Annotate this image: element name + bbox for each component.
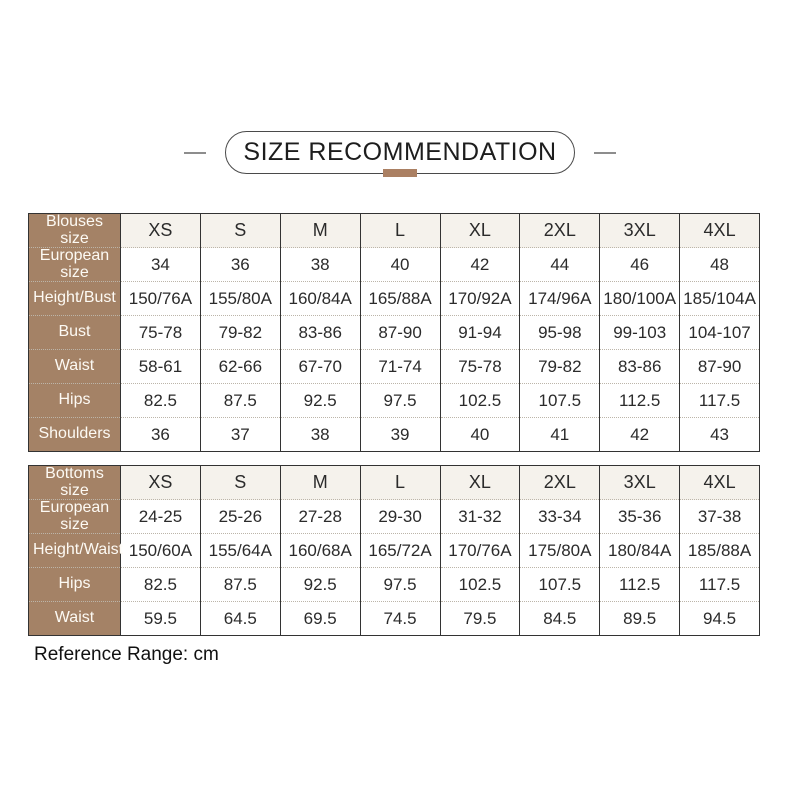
data-cell: 48 [680, 248, 760, 282]
data-cell: 75-78 [440, 350, 520, 384]
data-cell: 91-94 [440, 316, 520, 350]
data-cell: 87.5 [200, 384, 280, 418]
size-header-cell: XL [440, 214, 520, 248]
data-cell: 41 [520, 418, 600, 452]
row-label-cell: Height/Bust [29, 282, 121, 316]
row-label-cell: European size [29, 248, 121, 282]
row-label-cell: Height/Waist [29, 534, 121, 568]
data-cell: 185/104A [680, 282, 760, 316]
row-label-cell: Hips [29, 568, 121, 602]
data-cell: 175/80A [520, 534, 600, 568]
data-cell: 31-32 [440, 500, 520, 534]
data-cell: 150/76A [121, 282, 201, 316]
table-row [29, 418, 760, 452]
size-header-cell: 4XL [680, 214, 760, 248]
size-header-cell: L [360, 466, 440, 500]
row-label-cell: Blouses size [29, 214, 121, 248]
size-header-cell: XS [121, 466, 201, 500]
data-cell: 99-103 [600, 316, 680, 350]
row-label-cell: Bust [29, 316, 121, 350]
table-row [29, 384, 760, 418]
data-cell: 165/72A [360, 534, 440, 568]
table-row [29, 466, 760, 500]
data-cell: 44 [520, 248, 600, 282]
data-cell: 82.5 [121, 384, 201, 418]
data-cell: 69.5 [280, 602, 360, 636]
row-label-cell: Hips [29, 384, 121, 418]
data-cell: 180/84A [600, 534, 680, 568]
data-cell: 185/88A [680, 534, 760, 568]
table-row [29, 350, 760, 384]
size-header-cell: M [280, 214, 360, 248]
blouses-table-body [29, 214, 760, 452]
data-cell: 84.5 [520, 602, 600, 636]
data-cell: 94.5 [680, 602, 760, 636]
data-cell: 35-36 [600, 500, 680, 534]
data-cell: 79-82 [520, 350, 600, 384]
row-label-cell: Bottoms size [29, 466, 121, 500]
data-cell: 97.5 [360, 384, 440, 418]
data-cell: 117.5 [680, 568, 760, 602]
table-row [29, 602, 760, 636]
data-cell: 87.5 [200, 568, 280, 602]
table-row [29, 534, 760, 568]
bottoms-size-table [28, 465, 760, 636]
data-cell: 40 [360, 248, 440, 282]
data-cell: 82.5 [121, 568, 201, 602]
data-cell: 160/68A [280, 534, 360, 568]
title-side-dash-left [184, 152, 206, 154]
data-cell: 155/80A [200, 282, 280, 316]
data-cell: 74.5 [360, 602, 440, 636]
data-cell: 39 [360, 418, 440, 452]
data-cell: 42 [440, 248, 520, 282]
table-row [29, 568, 760, 602]
size-header-cell: S [200, 466, 280, 500]
size-header-cell: M [280, 466, 360, 500]
data-cell: 37-38 [680, 500, 760, 534]
data-cell: 34 [121, 248, 201, 282]
table-row [29, 316, 760, 350]
data-cell: 112.5 [600, 384, 680, 418]
data-cell: 92.5 [280, 568, 360, 602]
data-cell: 24-25 [121, 500, 201, 534]
data-cell: 40 [440, 418, 520, 452]
data-cell: 33-34 [520, 500, 600, 534]
data-cell: 92.5 [280, 384, 360, 418]
data-cell: 38 [280, 418, 360, 452]
table-row [29, 282, 760, 316]
data-cell: 87-90 [680, 350, 760, 384]
data-cell: 102.5 [440, 384, 520, 418]
data-cell: 75-78 [121, 316, 201, 350]
data-cell: 46 [600, 248, 680, 282]
page-title: SIZE RECOMMENDATION [243, 138, 557, 166]
data-cell: 59.5 [121, 602, 201, 636]
row-label-cell: Waist [29, 602, 121, 636]
size-header-cell: 2XL [520, 214, 600, 248]
data-cell: 104-107 [680, 316, 760, 350]
size-header-cell: XL [440, 466, 520, 500]
blouses-size-table [28, 213, 760, 452]
data-cell: 160/84A [280, 282, 360, 316]
data-cell: 95-98 [520, 316, 600, 350]
size-header-cell: 2XL [520, 466, 600, 500]
reference-range-note: Reference Range: cm [34, 644, 219, 665]
size-header-cell: S [200, 214, 280, 248]
data-cell: 150/60A [121, 534, 201, 568]
size-header-cell: 4XL [680, 466, 760, 500]
data-cell: 43 [680, 418, 760, 452]
size-header-cell: L [360, 214, 440, 248]
title-underline-bar [383, 169, 417, 177]
table-row [29, 248, 760, 282]
data-cell: 174/96A [520, 282, 600, 316]
data-cell: 97.5 [360, 568, 440, 602]
data-cell: 83-86 [280, 316, 360, 350]
data-cell: 64.5 [200, 602, 280, 636]
data-cell: 180/100A [600, 282, 680, 316]
data-cell: 79-82 [200, 316, 280, 350]
data-cell: 107.5 [520, 568, 600, 602]
data-cell: 58-61 [121, 350, 201, 384]
data-cell: 117.5 [680, 384, 760, 418]
title-box [225, 131, 574, 174]
data-cell: 83-86 [600, 350, 680, 384]
data-cell: 107.5 [520, 384, 600, 418]
data-cell: 67-70 [280, 350, 360, 384]
data-cell: 102.5 [440, 568, 520, 602]
data-cell: 165/88A [360, 282, 440, 316]
data-cell: 155/64A [200, 534, 280, 568]
data-cell: 112.5 [600, 568, 680, 602]
data-cell: 71-74 [360, 350, 440, 384]
data-cell: 87-90 [360, 316, 440, 350]
data-cell: 25-26 [200, 500, 280, 534]
size-header-cell: 3XL [600, 466, 680, 500]
data-cell: 62-66 [200, 350, 280, 384]
data-cell: 27-28 [280, 500, 360, 534]
row-label-cell: Waist [29, 350, 121, 384]
data-cell: 170/76A [440, 534, 520, 568]
row-label-cell: European size [29, 500, 121, 534]
size-header-cell: 3XL [600, 214, 680, 248]
data-cell: 29-30 [360, 500, 440, 534]
size-header-cell: XS [121, 214, 201, 248]
data-cell: 36 [121, 418, 201, 452]
data-cell: 89.5 [600, 602, 680, 636]
title-side-dash-right [594, 152, 616, 154]
table-row [29, 500, 760, 534]
data-cell: 170/92A [440, 282, 520, 316]
data-cell: 36 [200, 248, 280, 282]
table-row [29, 214, 760, 248]
data-cell: 79.5 [440, 602, 520, 636]
data-cell: 38 [280, 248, 360, 282]
data-cell: 37 [200, 418, 280, 452]
title-section [0, 131, 800, 174]
data-cell: 42 [600, 418, 680, 452]
row-label-cell: Shoulders [29, 418, 121, 452]
bottoms-table-body [29, 466, 760, 636]
